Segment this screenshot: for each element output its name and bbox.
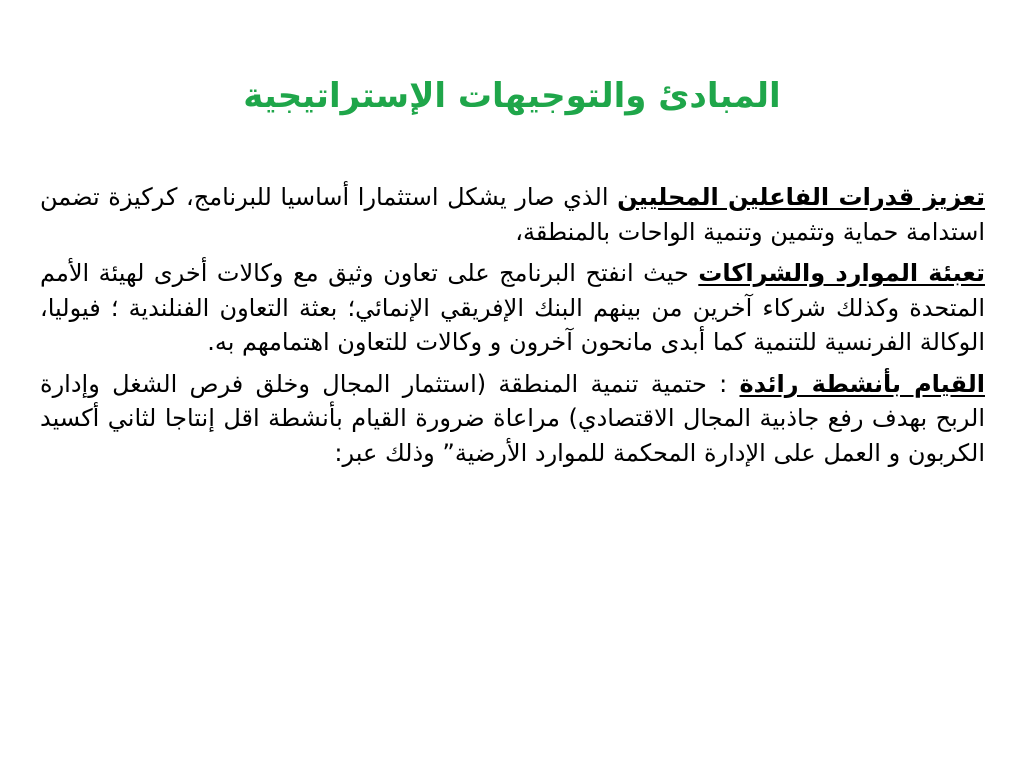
paragraph-local-actors-text: الذي صار يشكل استثمارا أساسيا للبرنامج، كركيزة تضمن استدامة حماية وتثمين وتنمية الواحات بالمنطقة، xyxy=(40,183,985,246)
paragraph-resources-partnerships-text: حيث انفتح البرنامج على تعاون وثيق مع وكالات أخرى لهيئة الأمم المتحدة وكذلك شركاء آخرين من بينهم البنك الإفريقي الإنمائي؛ بعثة التعاون الفنلندية ؛ فيوليا، الوكالة الفرنسية للتنمية كما أبدى مانحون آخرون و وكالات للتعاون اهتمامهم به. xyxy=(40,259,985,356)
slide-title: المبادئ والتوجيهات الإستراتيجية xyxy=(243,76,781,116)
slide-body xyxy=(40,180,985,477)
keyword-resources-partnerships: تعبئة الموارد والشراكات xyxy=(698,259,985,287)
paragraph-resources-partnerships xyxy=(40,256,985,360)
paragraph-pilot-activities-text: : حتمية تنمية المنطقة (استثمار المجال وخلق فرص الشغل وإدارة الربح بهدف رفع جاذبية المجال الاقتصادي) مراعاة ضرورة القيام بأنشطة اقل إنتاجا لثاني أكسيد الكربون و العمل على الإدارة المحكمة للموارد الأرضية” وذلك عبر: xyxy=(40,369,985,467)
paragraph-local-actors xyxy=(40,180,985,249)
keyword-local-actors: تعزيز قدرات الفاعلين المحليين xyxy=(617,183,985,211)
keyword-pilot-activities: القيام بأنشطة رائدة xyxy=(739,369,985,398)
paragraph-pilot-activities xyxy=(40,367,985,471)
